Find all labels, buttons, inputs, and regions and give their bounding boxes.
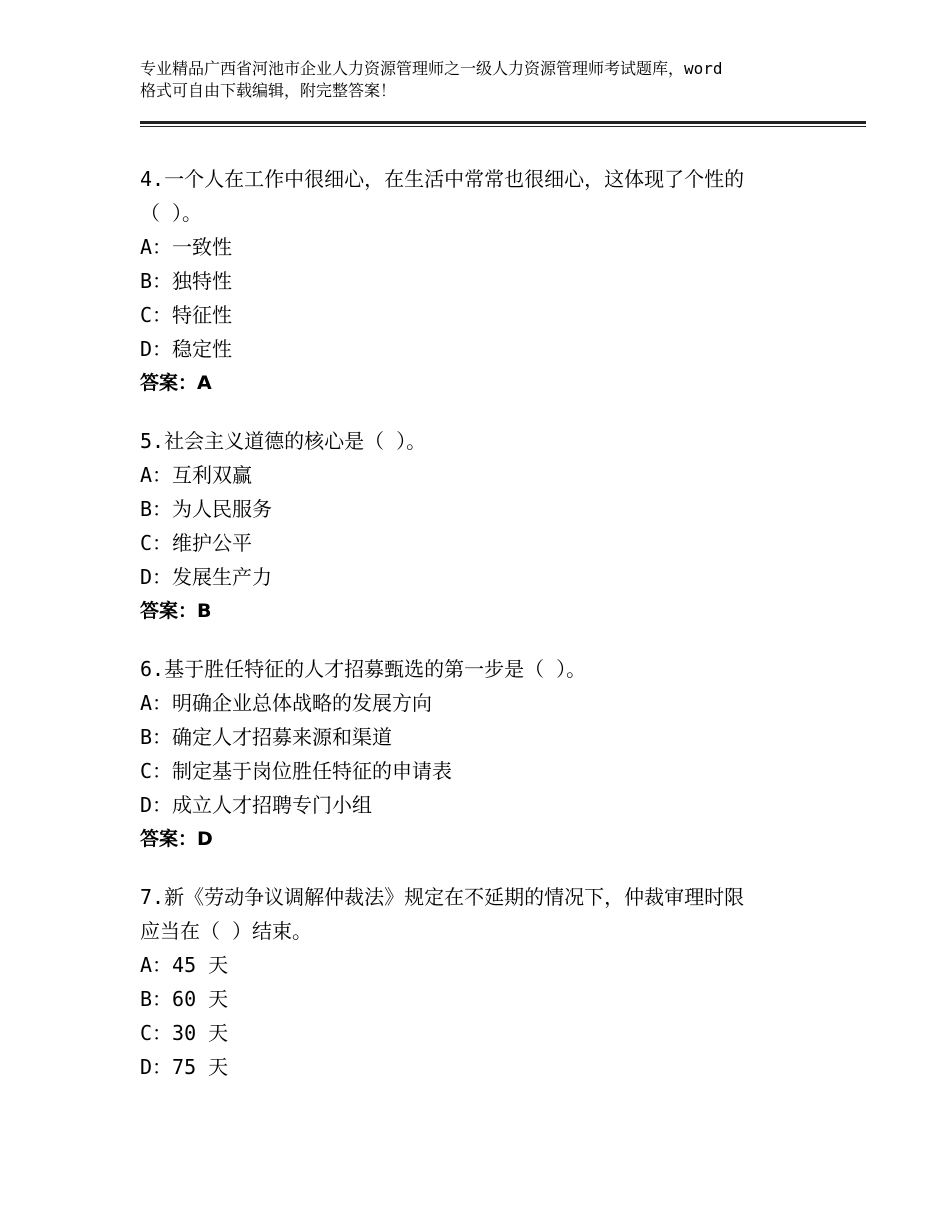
header-divider-thin: [140, 126, 866, 127]
option-d: [140, 1050, 840, 1084]
answer-line: 答案：D: [140, 828, 213, 850]
option-a: [140, 948, 840, 982]
document-header: [140, 58, 830, 102]
option-text: 制定基于岗位胜任特征的申请表: [172, 759, 453, 783]
option-b: [140, 492, 840, 526]
option-text: 成立人才招聘专门小组: [172, 793, 373, 817]
question-stem-line-2: 应当在（ ）结束。: [140, 919, 313, 943]
option-text: 稳定性: [172, 337, 233, 361]
option-key: B：: [140, 497, 173, 521]
option-text: 维护公平: [172, 531, 253, 555]
question-7: [140, 880, 840, 1084]
question-4: [140, 162, 840, 400]
question-stem-line-1: 5.社会主义道德的核心是（ ）。: [140, 429, 427, 453]
option-key: C：: [140, 531, 173, 555]
header-divider-thick: [140, 121, 866, 124]
answer-line: 答案：A: [140, 372, 212, 394]
option-key: C：: [140, 1021, 173, 1045]
option-text: 30 天: [172, 1021, 229, 1045]
option-key: A：: [140, 953, 173, 977]
option-a: [140, 230, 840, 264]
option-text: 60 天: [172, 987, 229, 1011]
option-key: B：: [140, 269, 173, 293]
question-6: [140, 652, 840, 856]
option-text: 为人民服务: [172, 497, 273, 521]
question-list: [140, 162, 840, 1108]
question-5: [140, 424, 840, 628]
option-key: A：: [140, 463, 173, 487]
option-text: 特征性: [172, 303, 233, 327]
option-b: [140, 264, 840, 298]
option-key: C：: [140, 303, 173, 327]
question-stem-line-2: （ ）。: [140, 201, 203, 225]
option-text: 发展生产力: [172, 565, 273, 589]
option-c: [140, 298, 840, 332]
option-c: [140, 754, 840, 788]
question-stem-line-1: 4.一个人在工作中很细心，在生活中常常也很细心，这体现了个性的: [140, 167, 745, 191]
option-a: [140, 686, 840, 720]
option-key: D：: [140, 337, 173, 361]
question-stem-line-1: 6.基于胜任特征的人才招募甄选的第一步是（ ）。: [140, 657, 587, 681]
header-line-2: 格式可自由下载编辑，附完整答案！: [140, 81, 397, 100]
option-d: [140, 332, 840, 366]
option-key: B：: [140, 987, 173, 1011]
option-c: [140, 526, 840, 560]
option-text: 确定人才招募来源和渠道: [172, 725, 393, 749]
option-key: A：: [140, 691, 173, 715]
option-d: [140, 788, 840, 822]
option-text: 互利双赢: [172, 463, 253, 487]
option-key: C：: [140, 759, 173, 783]
option-key: B：: [140, 725, 173, 749]
option-c: [140, 1016, 840, 1050]
option-text: 明确企业总体战略的发展方向: [172, 691, 433, 715]
option-text: 独特性: [172, 269, 233, 293]
option-text: 45 天: [172, 953, 229, 977]
option-b: [140, 982, 840, 1016]
option-a: [140, 458, 840, 492]
option-b: [140, 720, 840, 754]
option-key: D：: [140, 565, 173, 589]
option-text: 75 天: [172, 1055, 229, 1079]
question-stem-line-1: 7.新《劳动争议调解仲裁法》规定在不延期的情况下，仲裁审理时限: [140, 885, 745, 909]
option-key: D：: [140, 793, 173, 817]
option-key: A：: [140, 235, 173, 259]
option-d: [140, 560, 840, 594]
answer-line: 答案：B: [140, 600, 212, 622]
header-line-1: 专业精品广西省河池市企业人力资源管理师之一级人力资源管理师考试题库，word: [140, 59, 723, 78]
option-text: 一致性: [172, 235, 233, 259]
option-key: D：: [140, 1055, 173, 1079]
